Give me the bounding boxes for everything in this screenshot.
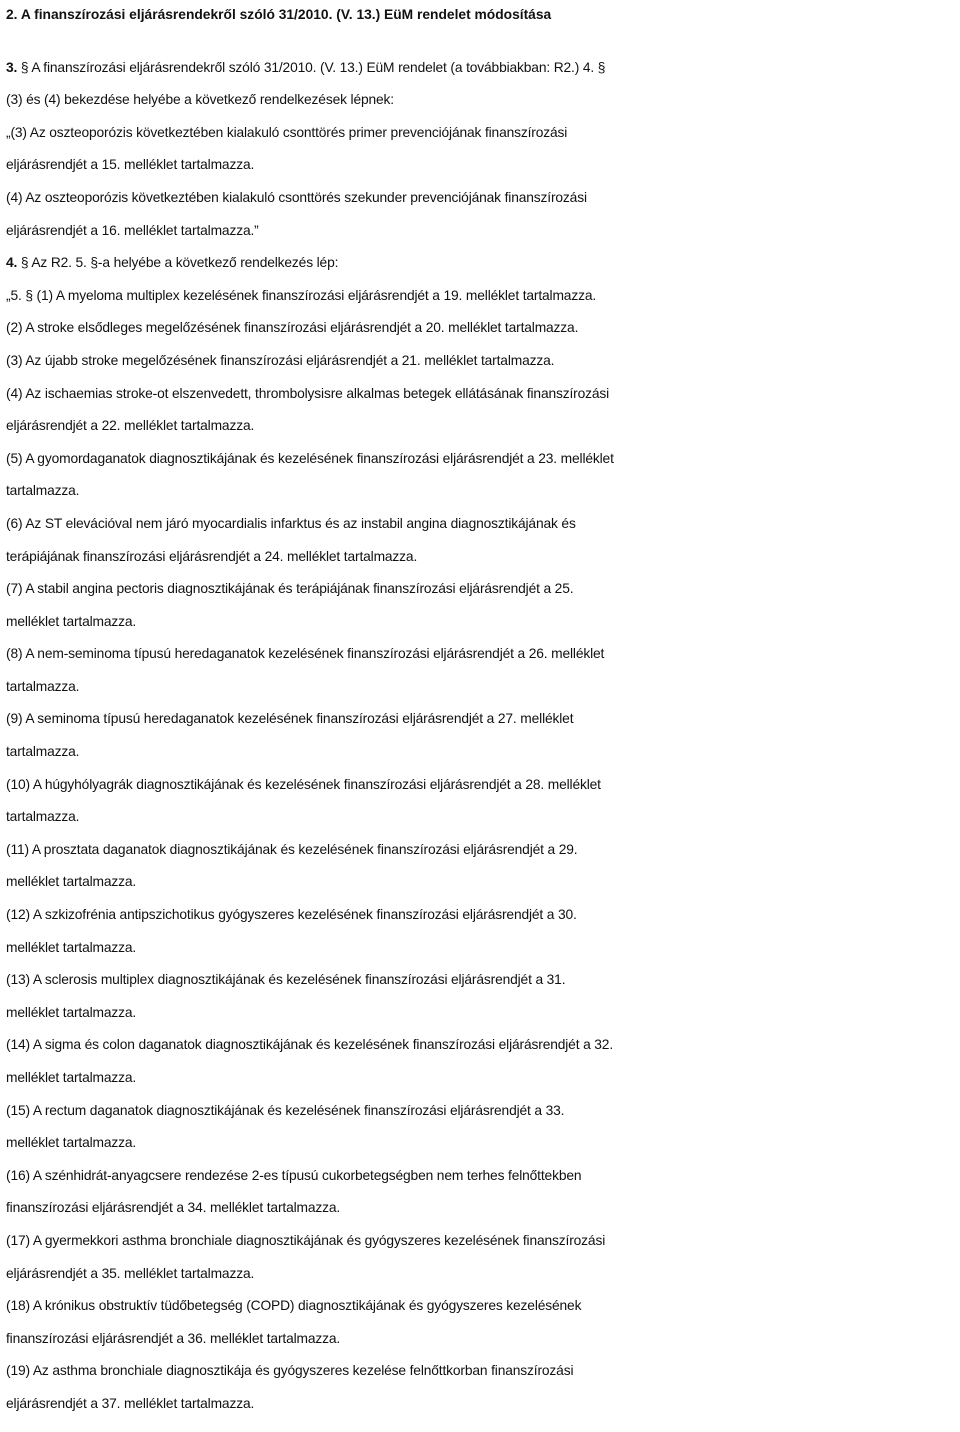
text-line: [6, 1062, 956, 1095]
line-text: melléklet tartalmazza.: [6, 1135, 137, 1151]
line-text: (6) Az ST elevációval nem járó myocardialis infarktus és az instabil angina diagnosztikájának és: [6, 515, 576, 531]
line-text: (4) Az ischaemias stroke-ot elszenvedett, thrombolysisre alkalmas betegek ellátásának finanszírozási: [6, 385, 610, 401]
text-line: [6, 899, 956, 932]
text-line: [6, 769, 956, 802]
text-line: [6, 671, 956, 704]
line-text: (8) A nem-seminoma típusú heredaganatok kezelésének finanszírozási eljárásrendjét a 26. melléklet: [6, 646, 605, 662]
text-line: [6, 84, 956, 117]
text-line: [6, 866, 956, 899]
line-text: melléklet tartalmazza.: [6, 874, 137, 890]
text-line: [6, 117, 956, 150]
line-text: eljárásrendjét a 22. melléklet tartalmazza.: [6, 418, 255, 434]
text-line: [6, 1095, 956, 1128]
line-text: eljárásrendjét a 35. melléklet tartalmazza.: [6, 1265, 255, 1281]
text-line: [6, 703, 956, 736]
line-text: (7) A stabil angina pectoris diagnosztikájának és terápiájának finanszírozási eljárásrendjét a 25.: [6, 581, 574, 597]
section-number: 4.: [6, 255, 21, 271]
text-line: [6, 964, 956, 997]
line-text: (17) A gyermekkori asthma bronchiale diagnosztikájának és gyógyszeres kezelésének finanszírozási: [6, 1232, 606, 1248]
text-line: [6, 443, 956, 476]
text-line: [6, 52, 956, 85]
line-text: (15) A rectum daganatok diagnosztikájának és kezelésének finanszírozási eljárásrendjét a 33.: [6, 1102, 565, 1118]
line-text: eljárásrendjét a 37. melléklet tartalmazza.: [6, 1395, 255, 1411]
line-text: terápiájának finanszírozási eljárásrendjét a 24. melléklet tartalmazza.: [6, 548, 418, 564]
line-text: tartalmazza.: [6, 678, 80, 694]
text-line: [6, 1388, 956, 1421]
text-line: [6, 312, 956, 345]
text-line: [6, 475, 956, 508]
text-line: [6, 1258, 956, 1291]
line-text: (18) A krónikus obstruktív tüdőbetegség (COPD) diagnosztikájának és gyógyszeres kezelésének: [6, 1298, 582, 1314]
line-text: (3) Az újabb stroke megelőzésének finanszírozási eljárásrendjét a 21. melléklet tartalmazza.: [6, 352, 555, 368]
text-line: [6, 1225, 956, 1258]
text-line: [6, 834, 956, 867]
line-text: finanszírozási eljárásrendjét a 34. melléklet tartalmazza.: [6, 1200, 341, 1216]
text-line: [6, 345, 956, 378]
line-text: „(3) Az oszteoporózis következtében kialakuló csonttörés primer prevenciójának finanszírozási: [6, 124, 568, 140]
line-text: (13) A sclerosis multiplex diagnosztikájának és kezelésének finanszírozási eljárásrendjét a 31.: [6, 972, 566, 988]
text-line: [6, 247, 956, 280]
document-body: [6, 52, 956, 1421]
text-line: [6, 149, 956, 182]
line-text: (3) és (4) bekezdése helyébe a következő rendelkezések lépnek:: [6, 92, 394, 108]
text-line: [6, 1029, 956, 1062]
line-text: melléklet tartalmazza.: [6, 1070, 137, 1085]
text-line: [6, 1192, 956, 1225]
text-line: [6, 638, 956, 671]
line-text: tartalmazza.: [6, 744, 80, 760]
line-text: § Az R2. 5. §-a helyébe a következő rendelkezés lép:: [20, 255, 339, 271]
document-page: [6, 0, 956, 1421]
section-heading: 2. A finanszírozási eljárásrendekről szóló 31/2010. (V. 13.) EüM rendelet módosítása: [6, 7, 552, 22]
text-line: [6, 573, 956, 606]
text-line: [6, 1290, 956, 1323]
line-text: „5. § (1) A myeloma multiplex kezelésének finanszírozási eljárásrendjét a 19. melléklet tartalmazza.: [6, 287, 597, 303]
line-text: tartalmazza.: [6, 809, 80, 825]
line-text: melléklet tartalmazza.: [6, 613, 137, 629]
text-line: [6, 932, 956, 965]
text-line: [6, 997, 956, 1030]
text-line: [6, 801, 956, 834]
line-text: (16) A szénhidrát-anyagcsere rendezése 2-es típusú cukorbetegségben nem terhes felnőttekben: [6, 1167, 582, 1183]
line-text: § A finanszírozási eljárásrendekről szóló 31/2010. (V. 13.) EüM rendelet (a továbbiakban: R2.) 4. §: [20, 59, 606, 75]
line-text: (12) A szkizofrénia antipszichotikus gyógyszeres kezelésének finanszírozási eljárásrendjét a 30.: [6, 907, 577, 923]
line-text: (2) A stroke elsődleges megelőzésének finanszírozási eljárásrendjét a 20. melléklet tartalmazza.: [6, 320, 579, 336]
text-line: [6, 280, 956, 313]
line-text: (10) A húgyhólyagrák diagnosztikájának és kezelésének finanszírozási eljárásrendjét a 28. melléklet: [6, 776, 601, 792]
line-text: melléklet tartalmazza.: [6, 939, 137, 955]
section-number: 3.: [6, 59, 21, 75]
line-text: (4) Az oszteoporózis következtében kialakuló csonttörés szekunder prevenciójának finanszírozási: [6, 189, 587, 205]
text-line: [6, 1323, 956, 1356]
text-line: [6, 182, 956, 215]
text-line: [6, 1355, 956, 1388]
line-text: melléklet tartalmazza.: [6, 1004, 137, 1020]
line-text: (5) A gyomordaganatok diagnosztikájának és kezelésének finanszírozási eljárásrendjét a 23. melléklet: [6, 450, 614, 466]
text-line: [6, 1160, 956, 1193]
line-text: eljárásrendjét a 16. melléklet tartalmazza.”: [6, 222, 259, 238]
line-text: tartalmazza.: [6, 483, 80, 499]
text-line: [6, 736, 956, 769]
text-line: [6, 378, 956, 411]
line-text: finanszírozási eljárásrendjét a 36. melléklet tartalmazza.: [6, 1330, 341, 1346]
line-text: (11) A prosztata daganatok diagnosztikájának és kezelésének finanszírozási eljárásrendjét a 29.: [6, 841, 578, 857]
line-text: (14) A sigma és colon daganatok diagnosztikájának és kezelésének finanszírozási eljárásrendjét a 32.: [6, 1037, 613, 1053]
text-line: [6, 215, 956, 248]
text-line: [6, 410, 956, 443]
text-line: [6, 606, 956, 639]
line-text: eljárásrendjét a 15. melléklet tartalmazza.: [6, 157, 255, 173]
text-line: [6, 541, 956, 574]
line-text: (9) A seminoma típusú heredaganatok kezelésének finanszírozási eljárásrendjét a 27. melléklet: [6, 711, 574, 727]
line-text: (19) Az asthma bronchiale diagnosztikája és gyógyszeres kezelése felnőttkorban finanszírozási: [6, 1363, 574, 1379]
text-line: [6, 508, 956, 541]
text-line: [6, 1127, 956, 1160]
